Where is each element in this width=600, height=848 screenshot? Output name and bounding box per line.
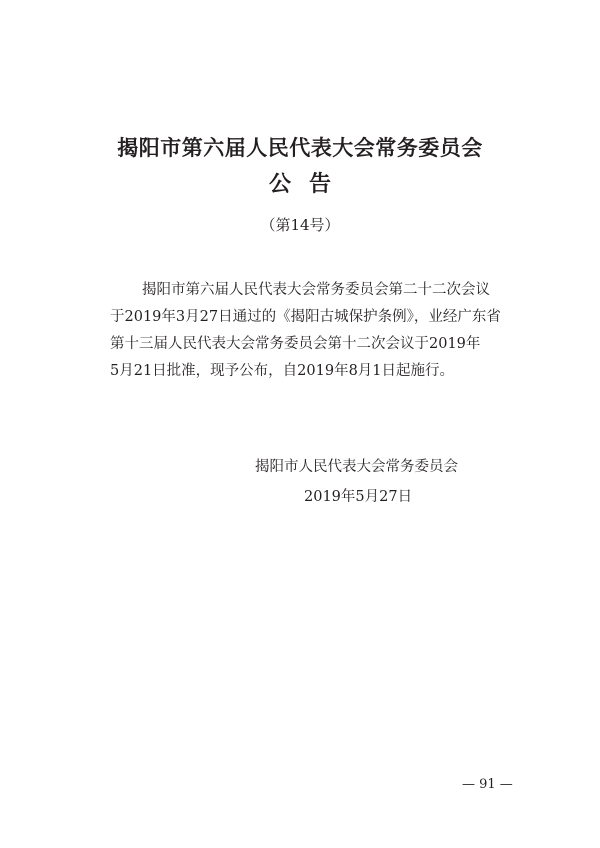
- body-line: 揭阳市第六届人民代表大会常务委员会第二十二次会议: [142, 282, 490, 298]
- announcement-number: （第14号）: [260, 216, 340, 234]
- body-line: 5月21日批准，现予公布，自2019年8月1日起施行。: [110, 363, 455, 379]
- body-line: 于2019年3月27日通过的《揭阳古城保护条例》，业经广东省: [110, 309, 501, 325]
- document-subtitle: 公告: [268, 172, 349, 197]
- signature-date: 2019年5月27日: [304, 489, 413, 505]
- signature-organization: 揭阳市人民代表大会常务委员会: [255, 459, 458, 475]
- body-line: 第十三届人民代表大会常务委员会第十二次会议于2019年: [110, 336, 481, 352]
- document-title: 揭阳市第六届人民代表大会常务委员会: [117, 136, 483, 160]
- page-number: — 91 —: [462, 777, 513, 792]
- announcement-body: [110, 277, 520, 385]
